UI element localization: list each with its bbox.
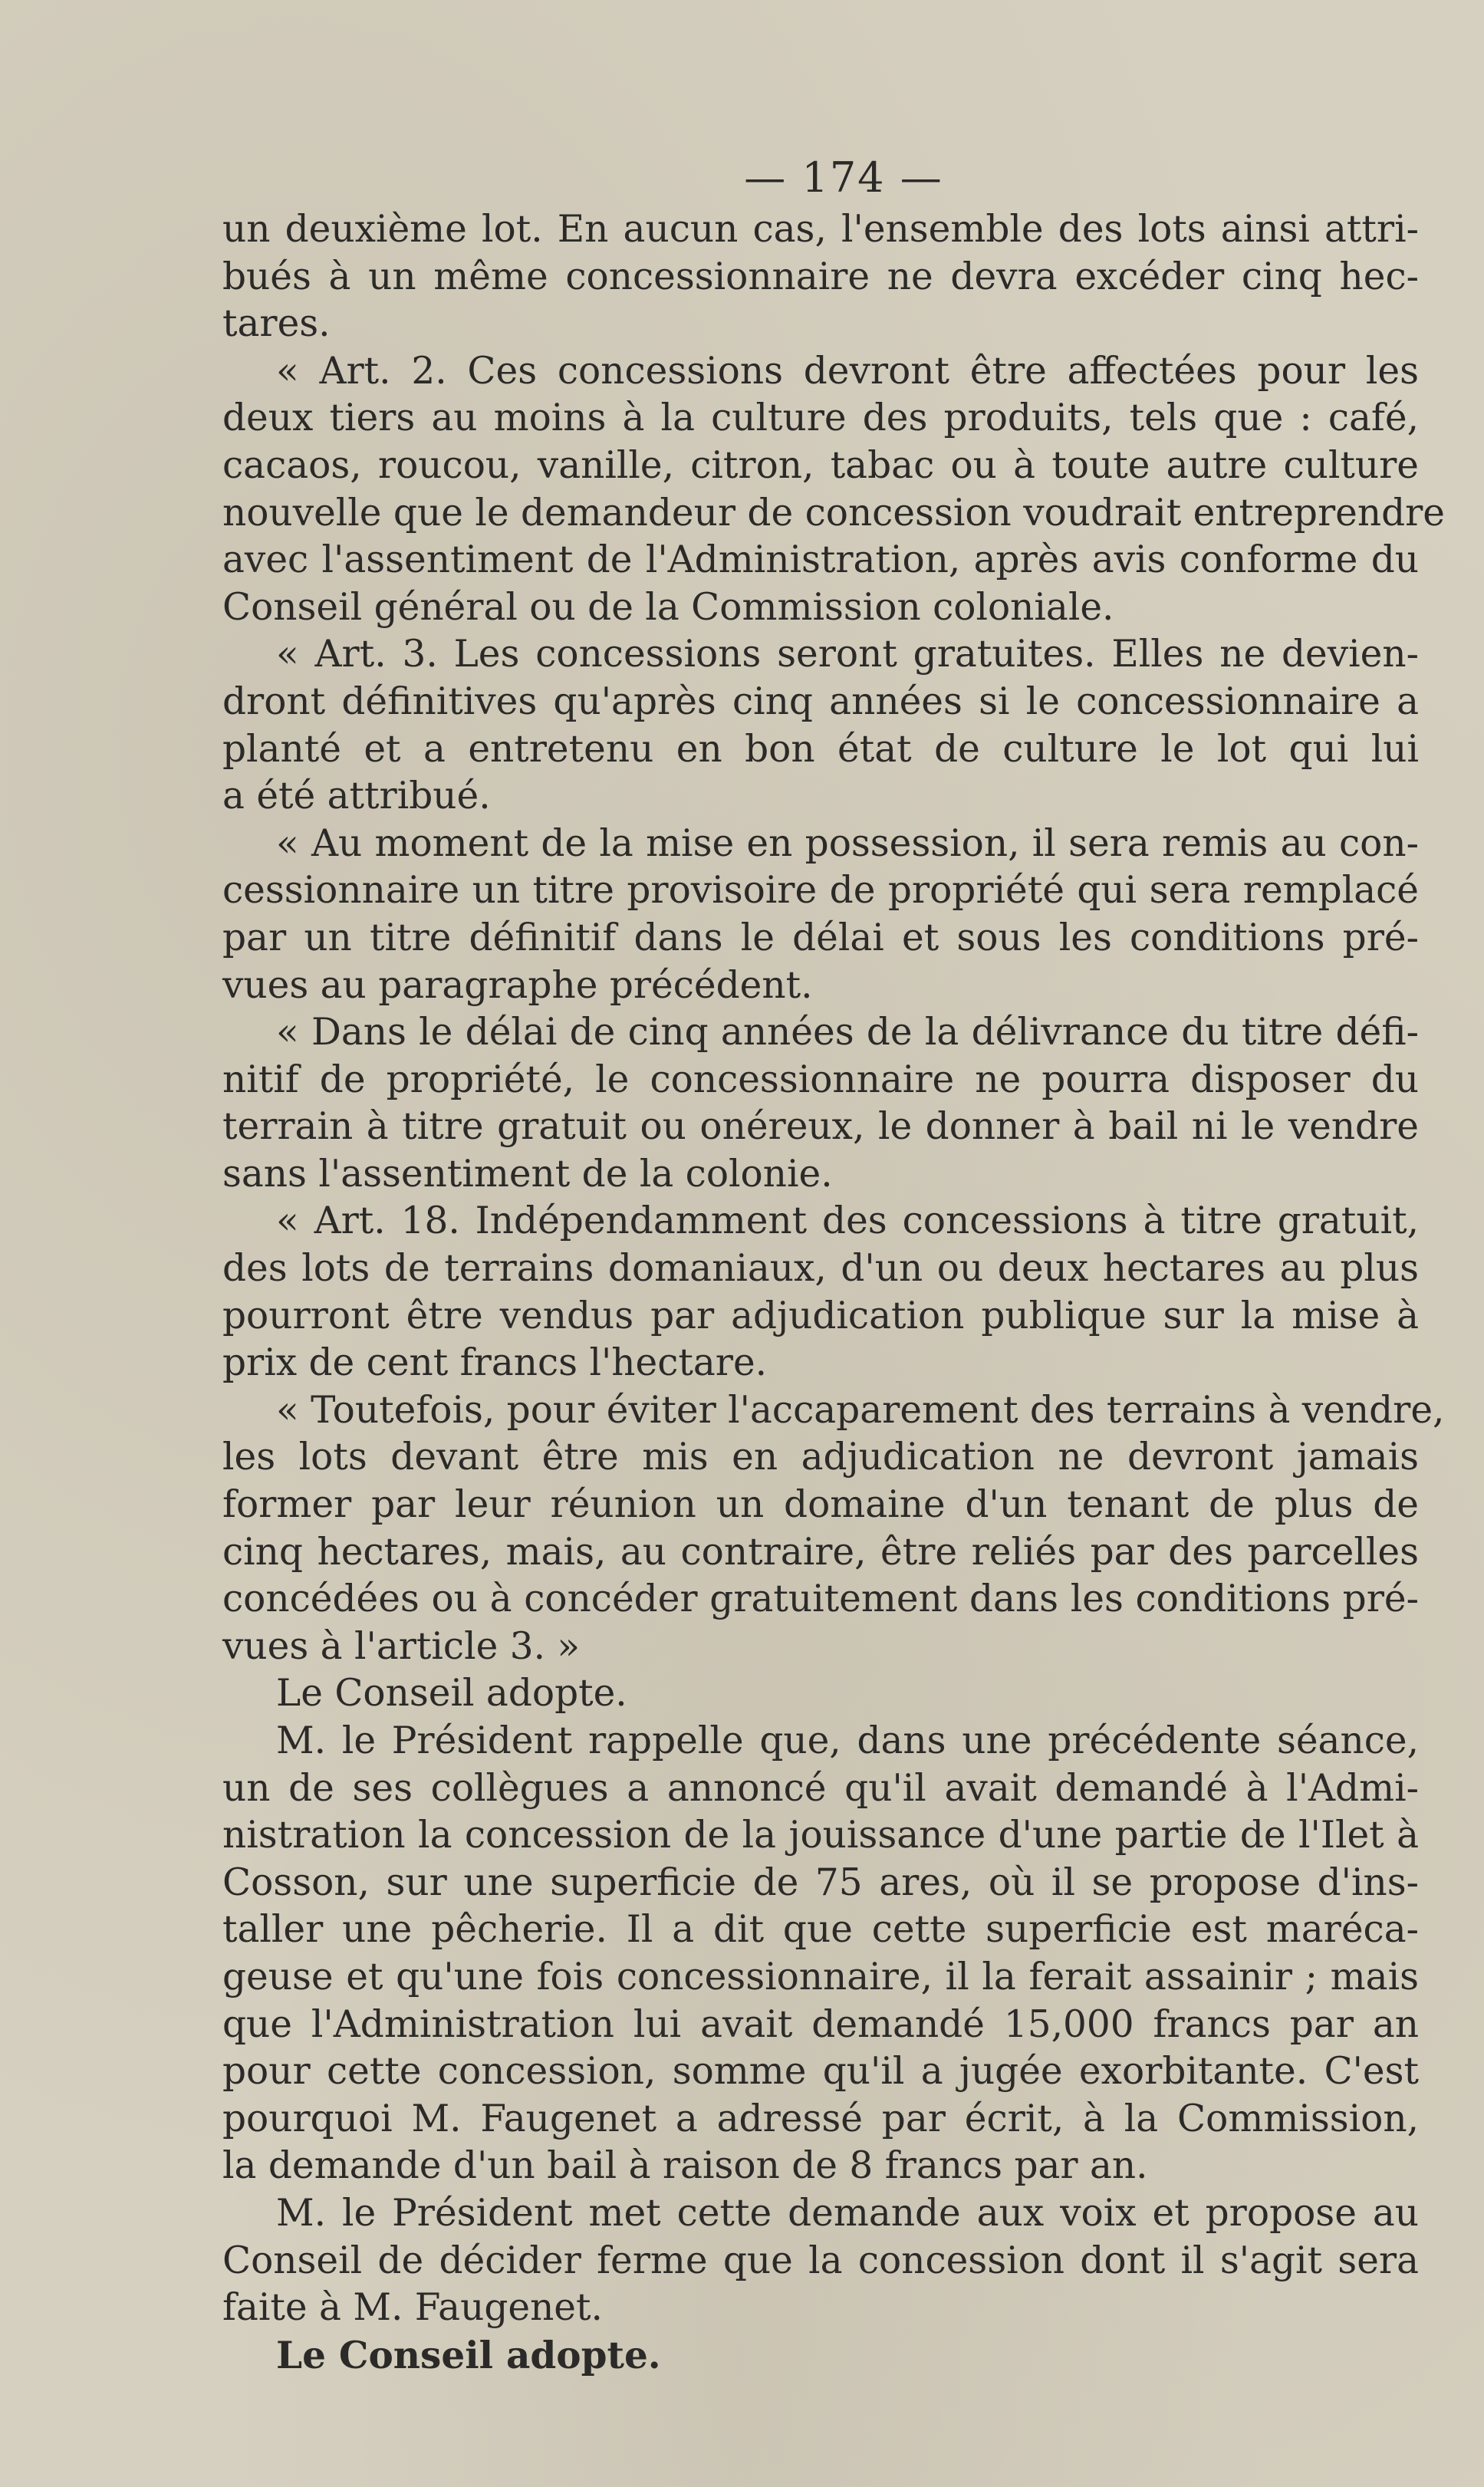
text-line: vues au paragraphe précédent. — [222, 963, 813, 1007]
text-line: deux tiers au moins à la culture des produits, tels que : café, — [222, 396, 1419, 440]
text-line: cessionnaire un titre provisoire de propriété qui sera remplacé — [222, 869, 1419, 913]
page-number: — 174 — — [744, 153, 943, 202]
text-line: a été attribué. — [222, 775, 491, 818]
text-line: dront définitives qu'après cinq années si le concessionnaire a — [222, 679, 1419, 723]
text-line: des lots de terrains domaniaux, d'un ou deux hectares au plus — [222, 1247, 1419, 1291]
text-line: « Art. 2. Ces concessions devront être affectées pour les — [276, 349, 1419, 393]
text-line: un deuxième lot. En aucun cas, l'ensemble des lots ainsi attri- — [222, 208, 1419, 251]
text-line: pourquoi M. Faugenet a adressé par écrit, à la Commission, — [222, 2097, 1419, 2140]
text-line: pourront être vendus par adjudication publique sur la mise à — [222, 1294, 1419, 1337]
text-line: former par leur réunion un domaine d'un tenant de plus de — [222, 1483, 1419, 1527]
text-line: les lots devant être mis en adjudication ne devront jamais — [222, 1436, 1419, 1479]
text-line: « Art. 3. Les concessions seront gratuites. Elles ne devien- — [276, 633, 1419, 676]
text-line: pour cette concession, somme qu'il a jugée exorbitante. C'est — [222, 2050, 1419, 2094]
text-line: faite à M. Faugenet. — [222, 2286, 603, 2330]
text-line: Le Conseil adopte. — [276, 2333, 661, 2377]
text-line: nouvelle que le demandeur de concession voudrait entreprendre — [222, 491, 1446, 535]
text-line: M. le Président met cette demande aux voix et propose au — [276, 2191, 1419, 2235]
text-line: prix de cent francs l'hectare. — [222, 1341, 768, 1385]
text-line: nitif de propriété, le concessionnaire ne pourra disposer du — [222, 1058, 1419, 1101]
text-line: « Au moment de la mise en possession, il sera remis au con- — [276, 821, 1419, 865]
text-line: « Art. 18. Indépendamment des concessions à titre gratuit, — [276, 1199, 1419, 1243]
text-line: terrain à titre gratuit ou onéreux, le donner à bail ni le vendre — [222, 1105, 1419, 1149]
body-text — [222, 206, 1446, 2379]
text-line: nistration la concession de la jouissance d'une partie de l'Ilet à — [222, 1814, 1419, 1857]
text-line: taller une pêcherie. Il a dit que cette superficie est marécа- — [222, 1908, 1419, 1952]
text-line: bués à un même concessionnaire ne devra excéder cinq hec- — [222, 255, 1419, 298]
text-line: sans l'assentiment de la colonie. — [222, 1152, 833, 1196]
text-line: un de ses collègues a annoncé qu'il avait demandé à l'Admi- — [222, 1766, 1419, 1810]
text-line: Conseil de décider ferme que la concession dont il s'agit sera — [222, 2239, 1419, 2282]
text-line: cinq hectares, mais, au contraire, être reliés par des parcelles — [222, 1530, 1419, 1574]
text-line: « Dans le délai de cinq années de la délivrance du titre défi- — [276, 1011, 1419, 1054]
text-line: geuse et qu'une fois concessionnaire, il la ferait assainir ; mais — [222, 1955, 1419, 1998]
text-line: cacaos, roucou, vanille, citron, tabac ou à toute autre culture — [222, 443, 1419, 487]
text-line: M. le Président rappelle que, dans une précédente séance, — [276, 1719, 1419, 1762]
document-page — [222, 153, 1446, 2379]
text-line: la demande d'un bail à raison de 8 francs par an. — [222, 2144, 1148, 2188]
text-line: par un titre définitif dans le délai et sous les conditions pré- — [222, 916, 1419, 959]
text-line: concédées ou à concéder gratuitement dans les conditions pré- — [222, 1577, 1419, 1621]
text-line: « Toutefois, pour éviter l'accaparement des terrains à vendre, — [276, 1388, 1445, 1432]
text-line: avec l'assentiment de l'Administration, après avis conforme du — [222, 538, 1419, 582]
text-line: Le Conseil adopte. — [276, 1672, 627, 1716]
text-line: planté et a entretenu en bon état de culture le lot qui lui — [222, 727, 1419, 771]
text-line: vues à l'article 3. » — [222, 1624, 581, 1668]
text-line: Cosson, sur une superficie de 75 ares, où il se propose d'ins- — [222, 1860, 1419, 1904]
text-line: tares. — [222, 302, 331, 346]
text-line: que l'Administration lui avait demandé 15,000 francs par an — [222, 2002, 1419, 2046]
text-line: Conseil général ou de la Commission coloniale. — [222, 585, 1114, 629]
